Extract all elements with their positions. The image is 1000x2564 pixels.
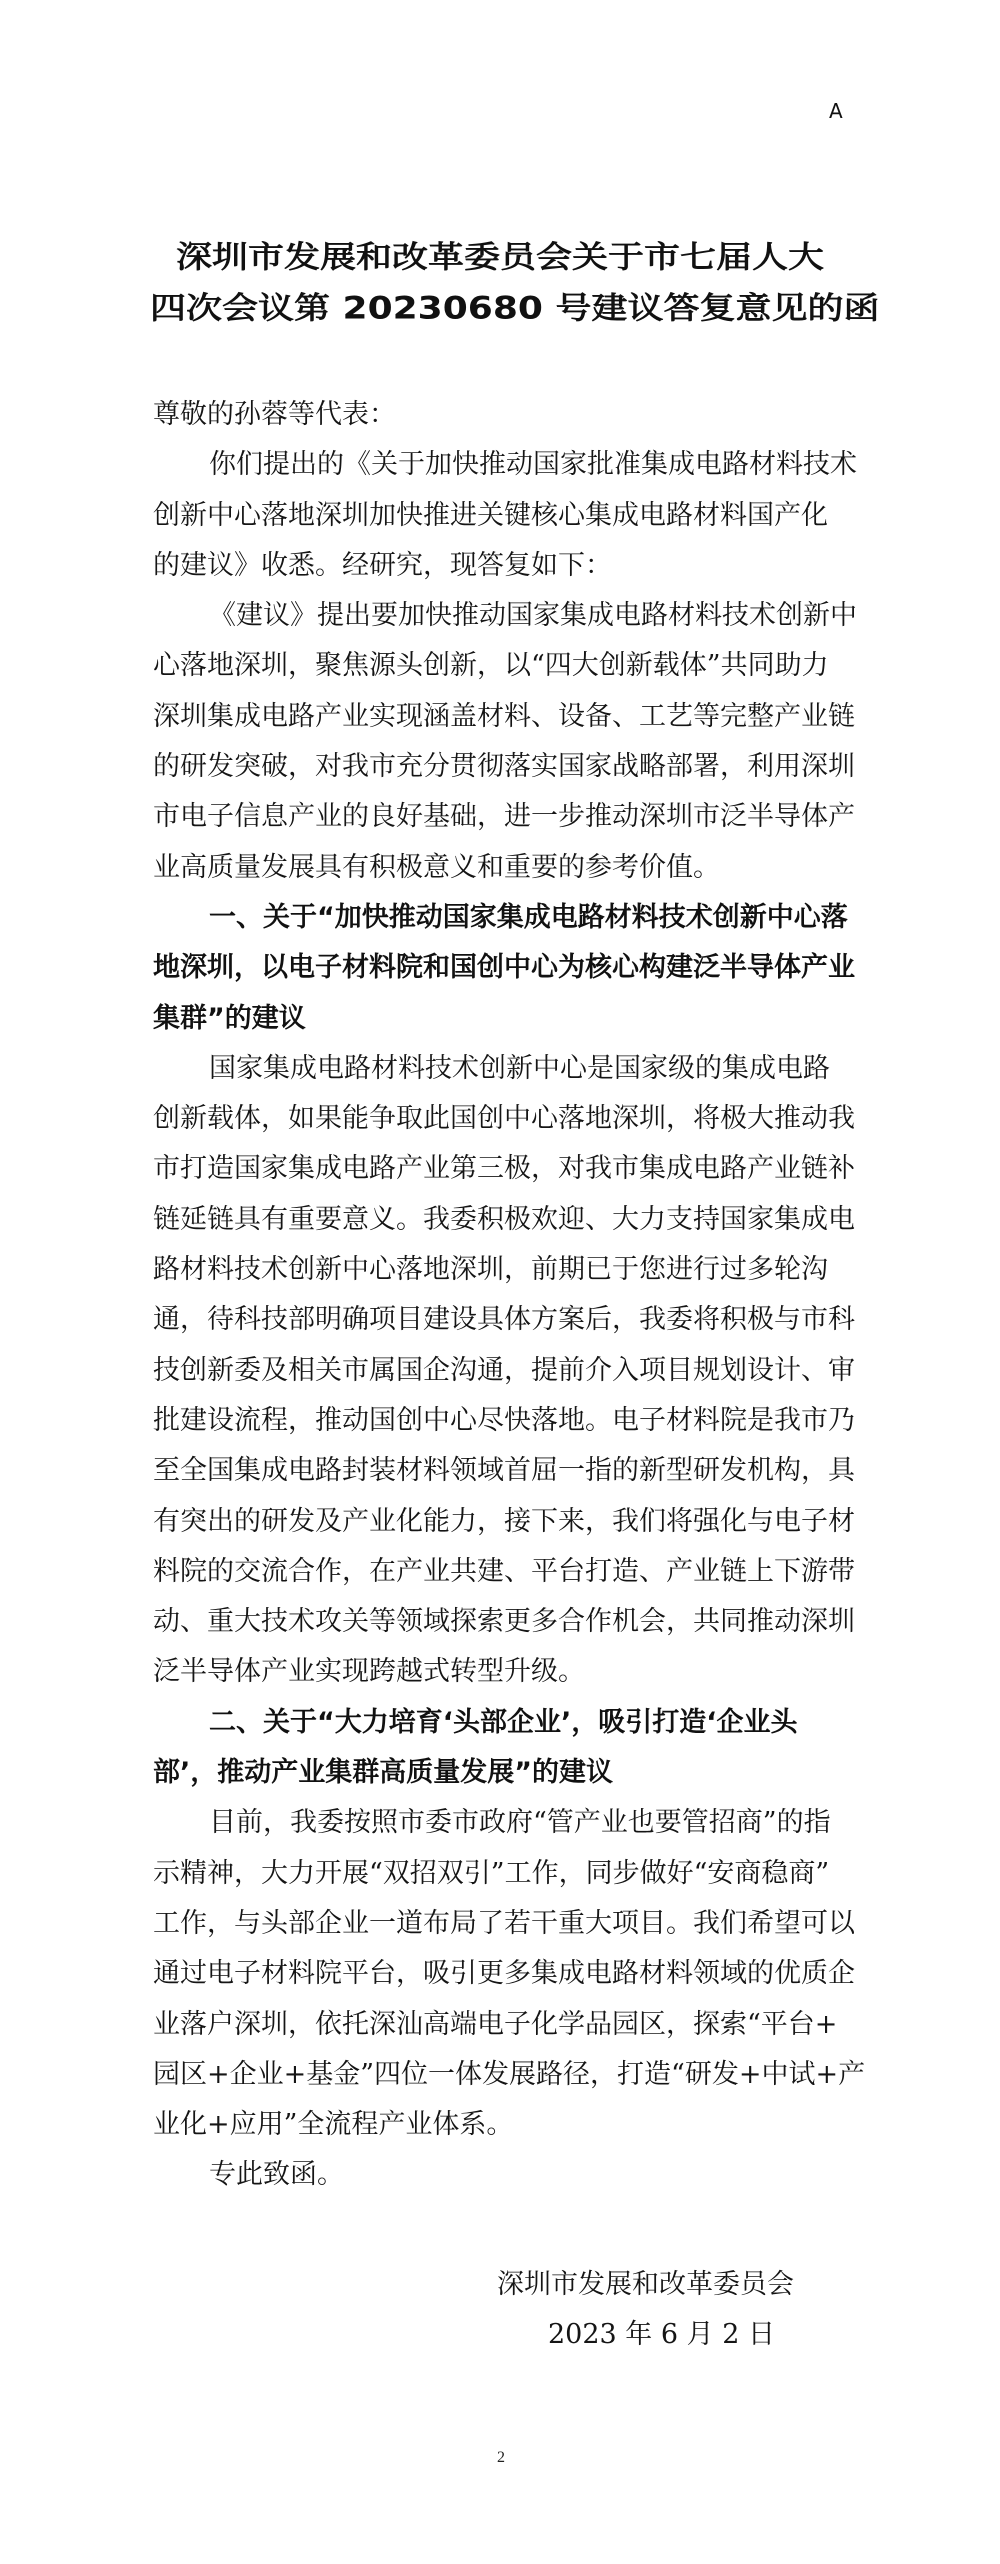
- text-line: 目前，我委按照市委市政府“管产业也要管招商”的指: [209, 1807, 831, 1839]
- text-line: 业落户深圳，依托深汕高端电子化学品园区，探索“平台+: [153, 2008, 838, 2040]
- text-line: 的研发突破，对我市充分贯彻落实国家战略部署，利用深圳: [153, 751, 855, 783]
- document-title: [150, 232, 880, 334]
- text-line: 业化+应用”全流程产业体系。: [153, 2109, 514, 2141]
- text-line: 的建议》收悉。经研究，现答复如下：: [153, 549, 612, 581]
- text-line: 创新中心落地深圳加快推进关键核心集成电路材料国产化: [153, 499, 828, 531]
- text-line: 技创新委及相关市属国企沟通，提前介入项目规划设计、审: [153, 1354, 855, 1386]
- text-line: 心落地深圳，聚焦源头创新，以“四大创新载体”共同助力: [153, 650, 829, 682]
- paragraph-section-1: [153, 1044, 873, 1698]
- text-line: 泛半导体产业实现跨越式转型升级。: [153, 1656, 585, 1688]
- text-line: 你们提出的《关于加快推动国家批准集成电路材料技术: [209, 449, 857, 481]
- text-line: 创新载体，如果能争取此国创中心落地深圳，将极大推动我: [153, 1103, 855, 1135]
- title-line: 深圳市发展和改革委员会关于市七届人大: [175, 239, 824, 276]
- text-line: 通，待科技部明确项目建设具体方案后，我委将积极与市科: [153, 1304, 855, 1336]
- closing: 专此致函。: [209, 2159, 344, 2191]
- section-heading-1: [153, 893, 873, 1044]
- text-line: 有突出的研发及产业化能力，接下来，我们将强化与电子材: [153, 1505, 855, 1537]
- text-line: 深圳集成电路产业实现涵盖材料、设备、工艺等完整产业链: [153, 700, 855, 732]
- text-line: 批建设流程，推动国创中心尽快落地。电子材料院是我市乃: [153, 1404, 855, 1436]
- heading-line: 一、关于“加快推动国家集成电路材料技术创新中心落: [209, 901, 848, 933]
- paragraph-acknowledgement: [153, 440, 873, 591]
- corner-mark: A: [829, 99, 843, 123]
- title-line: 四次会议第 20230680 号建议答复意见的函: [150, 290, 880, 327]
- text-line: 动、重大技术攻关等领域探索更多合作机会，共同推动深圳: [153, 1606, 855, 1638]
- text-line: 工作，与头部企业一道布局了若干重大项目。我们希望可以: [153, 1907, 855, 1939]
- text-line: 通过电子材料院平台，吸引更多集成电路材料领域的优质企: [153, 1958, 855, 1990]
- heading-line: 集群”的建议: [153, 1002, 306, 1034]
- text-line: 示精神，大力开展“双招双引”工作，同步做好“安商稳商”: [153, 1857, 830, 1889]
- text-line: 市电子信息产业的良好基础，进一步推动深圳市泛半导体产: [153, 801, 855, 833]
- signature-date: 2023 年 6 月 2 日: [548, 2319, 775, 2350]
- text-line: 业高质量发展具有积极意义和重要的参考价值。: [153, 851, 720, 883]
- text-line: 路材料技术创新中心落地深圳，前期已于您进行过多轮沟: [153, 1254, 828, 1286]
- text-line: 园区+企业+基金”四位一体发展路径，打造“研发+中试+产: [153, 2058, 866, 2090]
- letter-body: [153, 390, 873, 2201]
- text-line: 链延链具有重要意义。我委积极欢迎、大力支持国家集成电: [153, 1203, 855, 1235]
- heading-line: 二、关于“大力培育‘头部企业’，吸引打造‘企业头: [209, 1706, 798, 1738]
- greeting: 尊敬的孙蓉等代表：: [153, 399, 396, 430]
- heading-line: 地深圳，以电子材料院和国创中心为核心构建泛半导体产业: [153, 952, 855, 984]
- signature-organization: 深圳市发展和改革委员会: [497, 2269, 794, 2300]
- paragraph-section-2: [153, 1798, 873, 2150]
- heading-line: 部’，推动产业集群高质量发展”的建议: [153, 1757, 614, 1789]
- text-line: 料院的交流合作，在产业共建、平台打造、产业链上下游带: [153, 1555, 855, 1587]
- text-line: 市打造国家集成电路产业第三极，对我市集成电路产业链补: [153, 1153, 855, 1185]
- text-line: 《建议》提出要加快推动国家集成电路材料技术创新中: [209, 600, 857, 632]
- section-heading-2: [153, 1698, 873, 1799]
- text-line: 国家集成电路材料技术创新中心是国家级的集成电路: [209, 1052, 830, 1084]
- page-number: 2: [497, 2449, 505, 2466]
- paragraph-summary: [153, 591, 873, 893]
- text-line: 至全国集成电路封装材料领域首屈一指的新型研发机构，具: [153, 1455, 855, 1487]
